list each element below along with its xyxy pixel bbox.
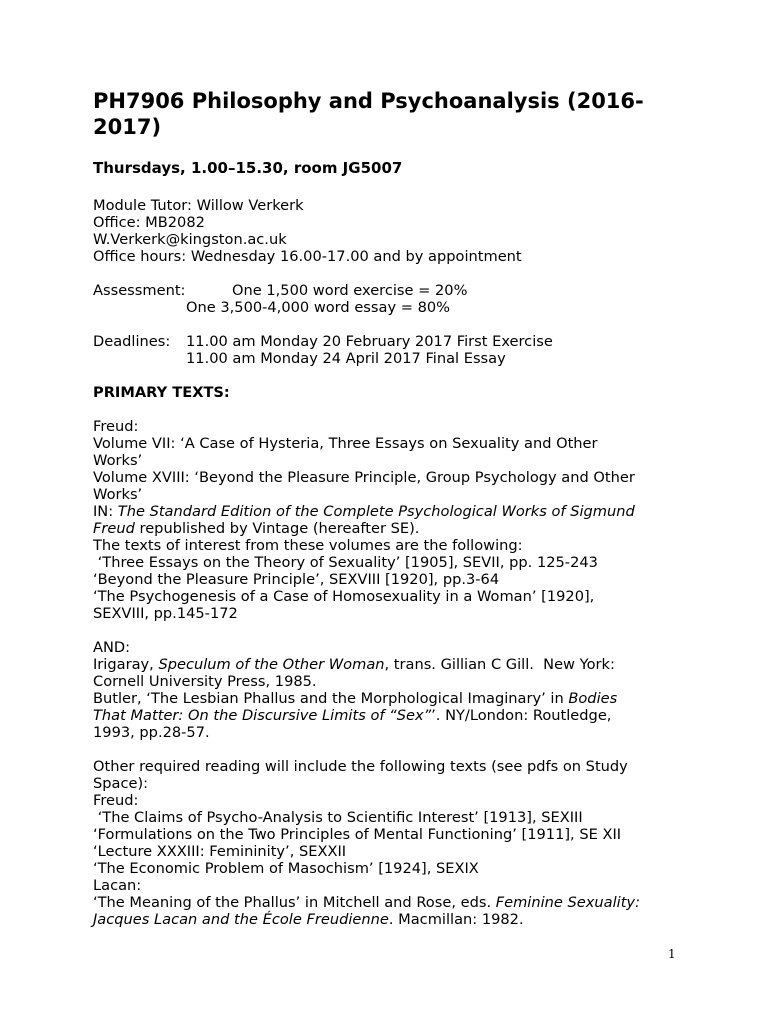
title-line-2: 2017) [93,115,162,139]
freud-vol7-line-2: Works’ [93,452,143,469]
standard-edition-title-1: The Standard Edition of the Complete Psychological Works of Sigmund [117,503,635,520]
deadline-item-1: 11.00 am Monday 20 February 2017 First Exercise [186,333,553,350]
primary-texts-heading: PRIMARY TEXTS: [93,384,230,401]
texts-of-interest: The texts of interest from these volumes are the following: [93,537,523,554]
standard-edition-line-2 [93,520,693,537]
other-intro-line-1: Other required reading will include the following texts (see pdfs on Study [93,758,628,775]
other-item-4: ‘The Economic Problem of Masochism’ [1924], SEXIX [93,860,479,877]
lacan-prefix: ‘The Meaning of the Phallus’ in Mitchell and Rose, eds. [93,894,496,911]
irigaray-prefix: Irigaray, [93,656,159,673]
butler-line-1 [93,690,693,707]
deadline-item-2: 11.00 am Monday 24 April 2017 Final Essay [186,350,506,367]
assessment-item-1: One 1,500 word exercise = 20% [232,282,468,299]
standard-edition-line-1 [93,503,693,520]
lacan-title-b: Jacques Lacan and the École Freudienne [93,911,389,928]
freud-text-3-line-1: ‘The Psychogenesis of a Case of Homosexuality in a Woman’ [1920], [93,588,595,605]
deadlines-label: Deadlines: [93,333,171,350]
assessment-row-1 [93,282,693,299]
deadlines-row-1 [93,333,693,350]
other-item-3: ‘Lecture XXXIII: Femininity’, SEXXII [93,843,347,860]
lacan-suffix: . Macmillan: 1982. [388,911,524,928]
lacan-line-2 [93,911,693,928]
deadlines-row-2 [93,350,693,367]
assessment-row-2 [93,299,693,316]
standard-edition-suffix: republished by Vintage (hereafter SE). [134,520,420,537]
butler-prefix: Butler, ‘The Lesbian Phallus and the Morphological Imaginary’ in [93,690,569,707]
assessment-label: Assessment: [93,282,186,299]
assessment-item-2: One 3,500-4,000 word essay = 80% [186,299,451,316]
office: Office: MB2082 [93,214,205,231]
other-freud-label: Freud: [93,792,139,809]
irigaray-line-2: Cornell University Press, 1985. [93,673,317,690]
butler-line-3: 1993, pp.28-57. [93,724,210,741]
freud-vol7-line-1: Volume VII: ‘A Case of Hysteria, Three Essays on Sexuality and Other [93,435,598,452]
module-tutor: Module Tutor: Willow Verkerk [93,197,304,214]
page-number: 1 [668,947,676,961]
email: W.Verkerk@kingston.ac.uk [93,231,287,248]
standard-edition-title-2: Freud [93,520,135,537]
freud-label: Freud: [93,418,139,435]
butler-line-2 [93,707,693,724]
freud-text-2: ‘Beyond the Pleasure Principle’, SEXVIII [1920], pp.3-64 [93,571,500,588]
in-prefix: IN: [93,503,118,520]
irigaray-title: Speculum of the Other Woman [158,656,385,673]
butler-title-b: That Matter: On the Discursive Limits of “Sex” [93,707,432,724]
freud-text-1: ‘Three Essays on the Theory of Sexuality’ [1905], SEVII, pp. 125-243 [93,554,598,571]
office-hours: Office hours: Wednesday 16.00-17.00 and by appointment [93,248,522,265]
freud-vol18-line-1: Volume XVIII: ‘Beyond the Pleasure Principle, Group Psychology and Other [93,469,635,486]
irigaray-line-1 [93,656,693,673]
page-title [93,88,693,140]
other-item-2: ‘Formulations on the Two Principles of Mental Functioning’ [1911], SE XII [93,826,622,843]
butler-suffix: ’. NY/London: Routledge, [431,707,612,724]
freud-text-3-line-2: SEXVIII, pp.145-172 [93,605,238,622]
irigaray-suffix: , trans. Gillian C Gill. New York: [384,656,615,673]
lacan-line-1 [93,894,693,911]
document-body [93,88,693,928]
and-label: AND: [93,639,131,656]
freud-vol18-line-2: Works’ [93,486,143,503]
title-line-1: PH7906 Philosophy and Psychoanalysis (2016- [93,89,644,113]
lacan-title-a: Feminine Sexuality: [495,894,640,911]
other-item-1: ‘The Claims of Psycho-Analysis to Scientific Interest’ [1913], SEXIII [93,809,583,826]
butler-title-a: Bodies [568,690,618,707]
other-intro-line-2: Space): [93,775,149,792]
schedule: Thursdays, 1.00–15.30, room JG5007 [93,159,403,177]
lacan-label: Lacan: [93,877,142,894]
